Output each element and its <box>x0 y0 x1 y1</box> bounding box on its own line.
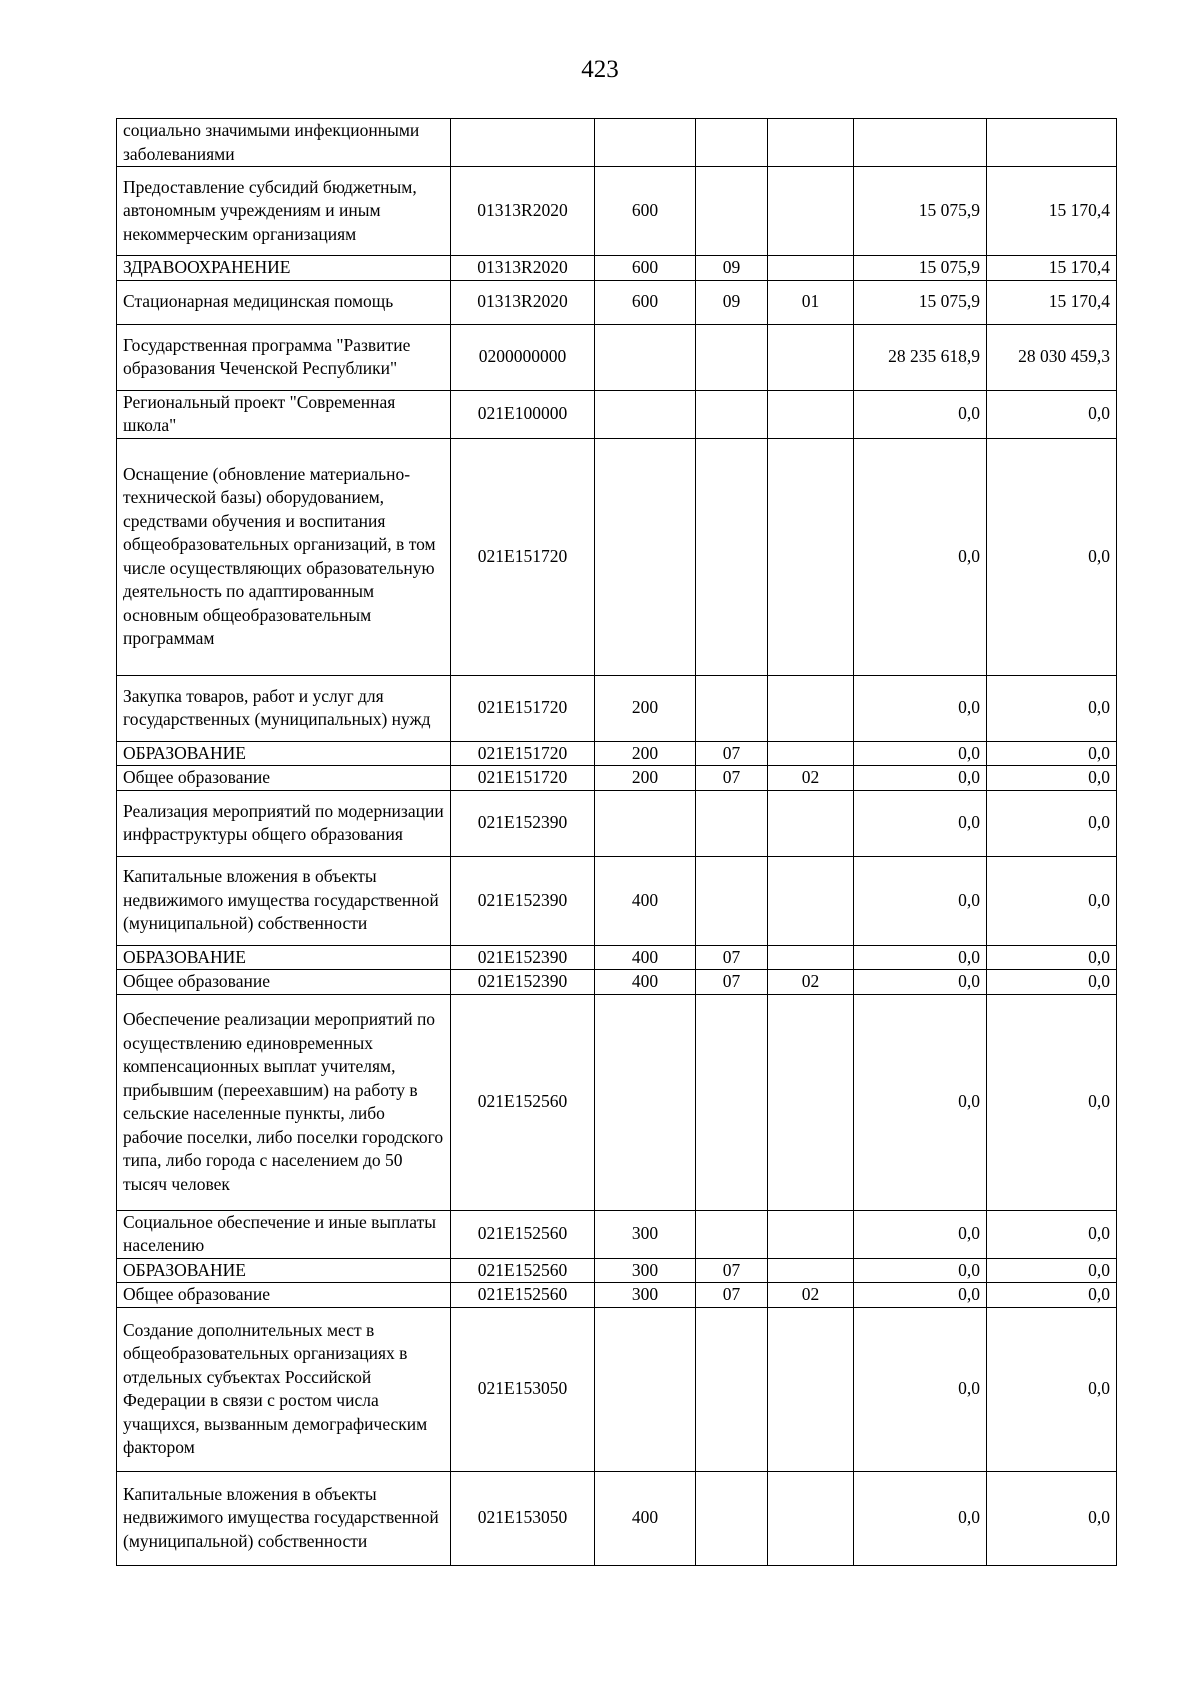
cell-section: 09 <box>696 256 768 281</box>
table-row <box>117 256 1117 281</box>
cell-amount-1: 0,0 <box>854 1283 987 1308</box>
cell-amount-1: 15 075,9 <box>854 280 987 324</box>
cell-amount-2: 15 170,4 <box>987 256 1117 281</box>
cell-target-article: 021E152560 <box>451 1283 595 1308</box>
cell-subsection <box>768 167 854 256</box>
cell-target-article: 021E151720 <box>451 675 595 741</box>
cell-subsection <box>768 945 854 970</box>
cell-section: 07 <box>696 766 768 791</box>
cell-subsection <box>768 1258 854 1283</box>
cell-amount-2: 0,0 <box>987 390 1117 438</box>
cell-target-article <box>451 119 595 167</box>
cell-amount-1: 0,0 <box>854 766 987 791</box>
cell-section <box>696 119 768 167</box>
cell-subsection <box>768 119 854 167</box>
cell-name: ОБРАЗОВАНИЕ <box>117 1258 451 1283</box>
cell-amount-1: 0,0 <box>854 741 987 766</box>
cell-subsection: 02 <box>768 970 854 995</box>
cell-amount-1: 0,0 <box>854 856 987 945</box>
cell-amount-2: 0,0 <box>987 945 1117 970</box>
cell-expense-type: 400 <box>595 970 696 995</box>
cell-amount-1: 28 235 618,9 <box>854 324 987 390</box>
cell-target-article: 021E152390 <box>451 945 595 970</box>
cell-target-article: 021E153050 <box>451 1307 595 1471</box>
cell-name: Региональный проект "Современная школа" <box>117 390 451 438</box>
cell-subsection <box>768 324 854 390</box>
cell-expense-type: 300 <box>595 1258 696 1283</box>
cell-name: Капитальные вложения в объекты недвижимого имущества государственной (муниципальной) собственности <box>117 1471 451 1565</box>
cell-amount-1: 0,0 <box>854 675 987 741</box>
cell-section: 07 <box>696 970 768 995</box>
cell-name: Предоставление субсидий бюджетным, автономным учреждениям и иным некоммерческим организациям <box>117 167 451 256</box>
cell-section <box>696 994 768 1210</box>
cell-expense-type: 600 <box>595 280 696 324</box>
cell-section: 07 <box>696 741 768 766</box>
cell-name: Общее образование <box>117 1283 451 1308</box>
cell-subsection <box>768 741 854 766</box>
cell-target-article: 021E152390 <box>451 856 595 945</box>
budget-table <box>116 118 1117 1566</box>
cell-target-article: 021E151720 <box>451 438 595 675</box>
cell-subsection <box>768 675 854 741</box>
table-row <box>117 119 1117 167</box>
cell-amount-2: 0,0 <box>987 790 1117 856</box>
cell-target-article: 01313R2020 <box>451 167 595 256</box>
table-row <box>117 1471 1117 1565</box>
table-row <box>117 167 1117 256</box>
cell-amount-1: 0,0 <box>854 438 987 675</box>
table-row <box>117 324 1117 390</box>
cell-name: Обеспечение реализации мероприятий по осуществлению единовременных компенсационных выплат учителям, прибывшим (переехавшим) на работу в сельские населенные пункты, либо рабочие поселки, либо поселки городского типа, либо города с населением до 50 тысяч человек <box>117 994 451 1210</box>
cell-name: Общее образование <box>117 970 451 995</box>
cell-name: ЗДРАВООХРАНЕНИЕ <box>117 256 451 281</box>
cell-name: Стационарная медицинская помощь <box>117 280 451 324</box>
cell-name: Оснащение (обновление материально-технической базы) оборудованием, средствами обучения и воспитания общеобразовательных организаций, в том числе осуществляющих образовательную деятельность по адаптированным основным общеобразовательным программам <box>117 438 451 675</box>
cell-expense-type: 200 <box>595 766 696 791</box>
cell-section <box>696 856 768 945</box>
cell-section <box>696 438 768 675</box>
cell-amount-2: 0,0 <box>987 1307 1117 1471</box>
cell-subsection <box>768 256 854 281</box>
cell-expense-type <box>595 390 696 438</box>
cell-subsection <box>768 1307 854 1471</box>
cell-amount-2: 0,0 <box>987 1471 1117 1565</box>
cell-amount-2: 0,0 <box>987 970 1117 995</box>
table-row <box>117 790 1117 856</box>
table-row <box>117 438 1117 675</box>
cell-amount-1: 0,0 <box>854 994 987 1210</box>
cell-name: ОБРАЗОВАНИЕ <box>117 945 451 970</box>
cell-amount-2: 0,0 <box>987 1283 1117 1308</box>
cell-amount-1 <box>854 119 987 167</box>
cell-subsection: 01 <box>768 280 854 324</box>
table-row <box>117 1307 1117 1471</box>
table-row <box>117 970 1117 995</box>
cell-expense-type <box>595 119 696 167</box>
cell-amount-1: 0,0 <box>854 970 987 995</box>
cell-section: 07 <box>696 1258 768 1283</box>
table-row <box>117 994 1117 1210</box>
cell-section <box>696 390 768 438</box>
cell-subsection: 02 <box>768 766 854 791</box>
cell-name: Социальное обеспечение и иные выплаты населению <box>117 1210 451 1258</box>
cell-expense-type: 300 <box>595 1210 696 1258</box>
cell-subsection: 02 <box>768 1283 854 1308</box>
cell-name: Общее образование <box>117 766 451 791</box>
table-row <box>117 1258 1117 1283</box>
cell-amount-2: 0,0 <box>987 994 1117 1210</box>
cell-expense-type: 400 <box>595 856 696 945</box>
cell-amount-2: 15 170,4 <box>987 280 1117 324</box>
cell-amount-1: 0,0 <box>854 1258 987 1283</box>
cell-target-article: 021E152560 <box>451 1210 595 1258</box>
cell-target-article: 021E100000 <box>451 390 595 438</box>
cell-section <box>696 1210 768 1258</box>
page-number: 423 <box>581 56 619 83</box>
cell-section <box>696 675 768 741</box>
cell-amount-1: 0,0 <box>854 945 987 970</box>
cell-amount-2: 0,0 <box>987 1210 1117 1258</box>
cell-amount-2: 0,0 <box>987 675 1117 741</box>
cell-section <box>696 1471 768 1565</box>
cell-subsection <box>768 1471 854 1565</box>
cell-expense-type: 200 <box>595 675 696 741</box>
cell-name: Государственная программа "Развитие образования Чеченской Республики" <box>117 324 451 390</box>
cell-subsection <box>768 856 854 945</box>
cell-amount-2: 28 030 459,3 <box>987 324 1117 390</box>
cell-section: 09 <box>696 280 768 324</box>
cell-subsection <box>768 390 854 438</box>
cell-expense-type: 600 <box>595 167 696 256</box>
cell-expense-type: 400 <box>595 1471 696 1565</box>
cell-name: Закупка товаров, работ и услуг для государственных (муниципальных) нужд <box>117 675 451 741</box>
cell-expense-type <box>595 324 696 390</box>
cell-name: ОБРАЗОВАНИЕ <box>117 741 451 766</box>
cell-section <box>696 167 768 256</box>
cell-section <box>696 1307 768 1471</box>
cell-target-article: 021E152390 <box>451 790 595 856</box>
cell-amount-2: 0,0 <box>987 856 1117 945</box>
cell-expense-type: 300 <box>595 1283 696 1308</box>
cell-amount-1: 15 075,9 <box>854 167 987 256</box>
cell-target-article: 021E151720 <box>451 741 595 766</box>
cell-section <box>696 790 768 856</box>
cell-expense-type <box>595 438 696 675</box>
cell-section: 07 <box>696 945 768 970</box>
cell-amount-1: 0,0 <box>854 1210 987 1258</box>
table-row <box>117 390 1117 438</box>
table-row <box>117 945 1117 970</box>
cell-subsection <box>768 790 854 856</box>
cell-expense-type <box>595 1307 696 1471</box>
cell-expense-type: 600 <box>595 256 696 281</box>
cell-amount-2: 0,0 <box>987 1258 1117 1283</box>
cell-amount-1: 0,0 <box>854 1471 987 1565</box>
cell-amount-2: 0,0 <box>987 741 1117 766</box>
cell-subsection <box>768 994 854 1210</box>
cell-expense-type: 400 <box>595 945 696 970</box>
cell-target-article: 01313R2020 <box>451 256 595 281</box>
cell-target-article: 021E152390 <box>451 970 595 995</box>
table-row <box>117 856 1117 945</box>
cell-target-article: 021E151720 <box>451 766 595 791</box>
table-row <box>117 1210 1117 1258</box>
cell-name: Капитальные вложения в объекты недвижимого имущества государственной (муниципальной) собственности <box>117 856 451 945</box>
cell-subsection <box>768 438 854 675</box>
cell-expense-type <box>595 790 696 856</box>
table-row <box>117 280 1117 324</box>
table-body <box>117 119 1117 1566</box>
cell-amount-1: 0,0 <box>854 1307 987 1471</box>
cell-target-article: 021E152560 <box>451 994 595 1210</box>
cell-section: 07 <box>696 1283 768 1308</box>
table-row <box>117 741 1117 766</box>
cell-name: Реализация мероприятий по модернизации инфраструктуры общего образования <box>117 790 451 856</box>
cell-amount-2: 0,0 <box>987 438 1117 675</box>
cell-amount-2: 0,0 <box>987 766 1117 791</box>
cell-amount-1: 15 075,9 <box>854 256 987 281</box>
table-row <box>117 675 1117 741</box>
cell-amount-1: 0,0 <box>854 790 987 856</box>
cell-name: Создание дополнительных мест в общеобразовательных организациях в отдельных субъектах Российской Федерации в связи с ростом числа учащихся, вызванным демографическим фактором <box>117 1307 451 1471</box>
cell-target-article: 021E153050 <box>451 1471 595 1565</box>
cell-amount-2: 15 170,4 <box>987 167 1117 256</box>
cell-target-article: 01313R2020 <box>451 280 595 324</box>
table-row <box>117 766 1117 791</box>
cell-amount-2 <box>987 119 1117 167</box>
cell-target-article: 021E152560 <box>451 1258 595 1283</box>
cell-expense-type: 200 <box>595 741 696 766</box>
cell-target-article: 0200000000 <box>451 324 595 390</box>
cell-section <box>696 324 768 390</box>
cell-subsection <box>768 1210 854 1258</box>
cell-amount-1: 0,0 <box>854 390 987 438</box>
table-row <box>117 1283 1117 1308</box>
cell-name: социально значимыми инфекционными заболеваниями <box>117 119 451 167</box>
cell-expense-type <box>595 994 696 1210</box>
